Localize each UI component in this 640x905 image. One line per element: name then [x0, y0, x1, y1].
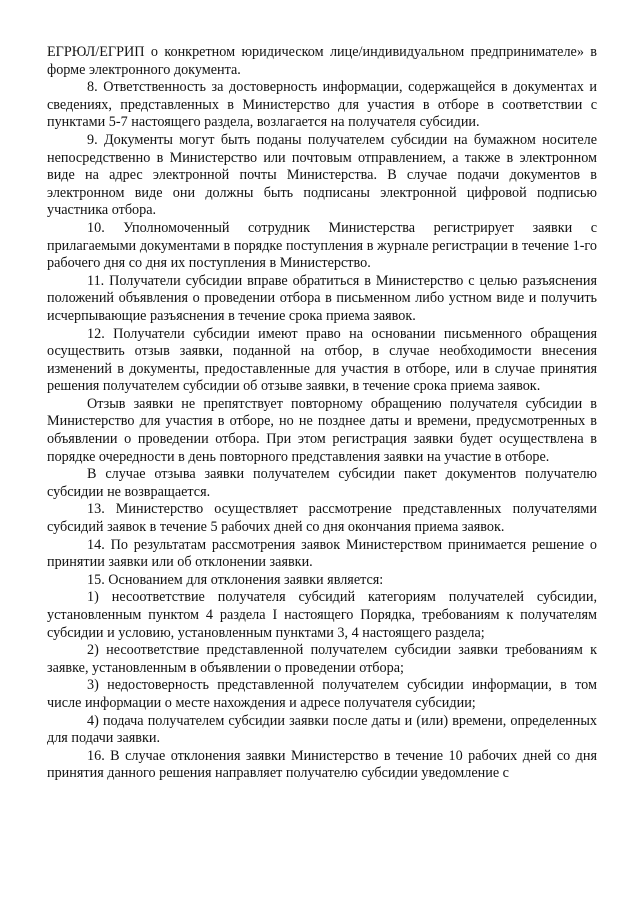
- document-body: [47, 44, 597, 783]
- paragraph-14: 14. По результатам рассмотрения заявок Министерством принимается решение о принятии заявки или об отклонении заявки.: [47, 536, 597, 571]
- paragraph-8: 8. Ответственность за достоверность информации, содержащейся в документах и сведениях, представленных в Министерство для участия в отборе в соответствии с пунктами 5-7 настоящего раздела, возлагается на получателя субсидии.: [47, 79, 597, 131]
- paragraph-12: 12. Получатели субсидии имеют право на основании письменного обращения осуществить отзыв заявки, поданной на отбор, в случае необходимости внесения изменений в документы, предоставленные для участия в отборе, или в случае принятия решения получателем субсидии об отзыве заявки, в течение срока приема заявок.: [47, 325, 597, 395]
- paragraph-12-withdrawal: Отзыв заявки не препятствует повторному обращению получателя субсидии в Министерство для участия в отборе, но не позднее даты и времени, предусмотренных в объявлении о проведении отбора. При этом регистрация заявки будет осуществлена в порядке очередности в день повторного представления заявки на участие в отборе.: [47, 395, 597, 465]
- paragraph-12-documents: В случае отзыва заявки получателем субсидии пакет документов получателю субсидии не возвращается.: [47, 466, 597, 500]
- list-item-2: 2) несоответствие представленной получателем субсидии заявки требованиям к заявке, установленным в объявлении о проведении отбора;: [47, 642, 597, 676]
- paragraph-continuation: ЕГРЮЛ/ЕГРИП о конкретном юридическом лице/индивидуальном предпринимателе» в форме электронного документа.: [47, 44, 597, 78]
- list-item-1: 1) несоответствие получателя субсидий категориям получателей субсидии, установленным пунктом 4 раздела I настоящего Порядка, требованиям к получателям субсидии и условию, установленным пунктами 3, 4 настоящего раздела;: [47, 589, 597, 641]
- paragraph-9: 9. Документы могут быть поданы получателем субсидии на бумажном носителе непосредственно в Министерство или почтовым отправлением, а также в электронном виде на адрес электронной почты Министерства. В случае подачи документов в электронном виде они должны быть подписаны электронной цифровой подписью участника отбора.: [47, 131, 597, 219]
- paragraph-11: 11. Получатели субсидии вправе обратиться в Министерство с целью разъяснения положений объявления о проведении отбора в письменном либо устном виде и получить исчерпывающие разъяснения в течение срока приема заявок.: [47, 272, 597, 324]
- paragraph-15: 15. Основанием для отклонения заявки является:: [87, 571, 384, 588]
- paragraph-13: 13. Министерство осуществляет рассмотрение представленных получателями субсидий заявок в течение 5 рабочих дней со дня окончания приема заявок.: [47, 501, 597, 536]
- list-item-3: 3) недостоверность представленной получателем субсидии информации, в том числе информации о месте нахождения и адресе получателя субсидии;: [47, 677, 597, 711]
- paragraph-16: 16. В случае отклонения заявки Министерство в течение 10 рабочих дней со дня принятия данного решения направляет получателю субсидии уведомление с: [47, 747, 597, 782]
- list-item-4: 4) подача получателем субсидии заявки после даты и (или) времени, определенных для подачи заявки.: [47, 712, 597, 747]
- paragraph-10: 10. Уполномоченный сотрудник Министерства регистрирует заявки с прилагаемыми документами в порядке поступления в журнале регистрации в течение 1-го рабочего дня со дня их поступления в Министерство.: [47, 219, 597, 272]
